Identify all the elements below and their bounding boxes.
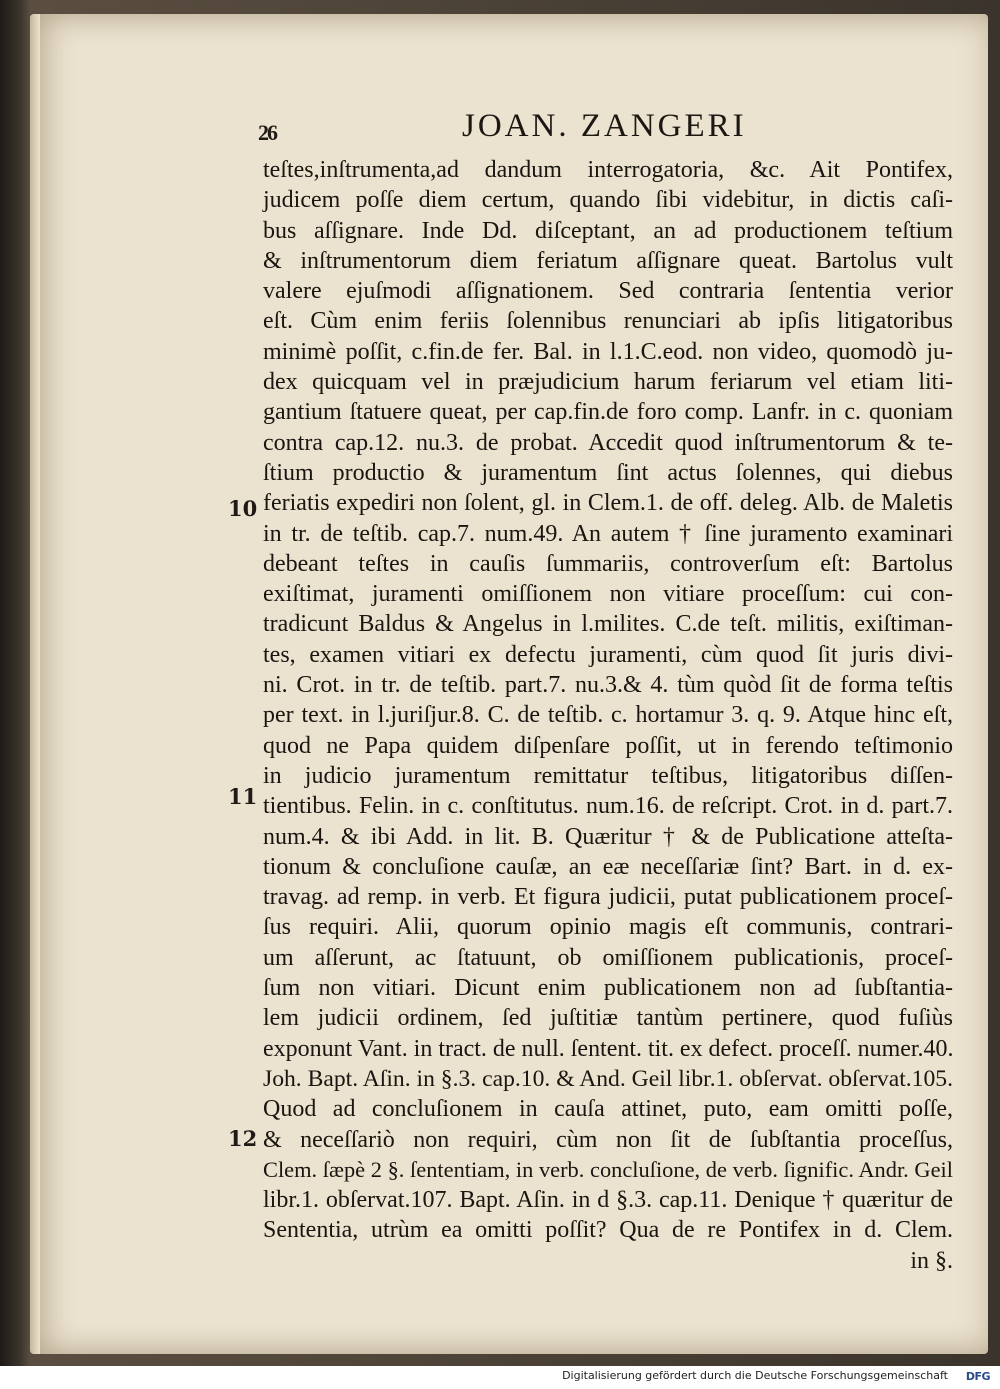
text-line: ſtium productio & juramentum ſint actus ſolennes, qui diebus xyxy=(263,459,953,486)
page-edge xyxy=(30,14,40,1354)
page-number: 26 xyxy=(258,120,276,145)
footer-bar xyxy=(0,1366,1000,1389)
text-line: tionum & concluſione cauſæ, an eæ neceſſariæ ſint? Bart. in d. ex- xyxy=(263,853,953,880)
text-line: um aſſerunt, ac ſtatuunt, ob omiſſionem publicationis, proceſ- xyxy=(263,944,953,971)
text-line: tradicunt Baldus & Angelus in l.milites. C.de teſt. militis, exiſtiman- xyxy=(263,611,953,638)
text-line: & neceſſariò non requiri, cùm non ſit de ſubſtantia proceſſus, xyxy=(263,1126,953,1153)
text-line: dex quicquam vel in præjudicium harum feriarum vel etiam liti- xyxy=(263,369,953,396)
funding-credit: Digitalisierung gefördert durch die Deutsche Forschungsgemeinschaft xyxy=(562,1369,948,1382)
text-line: ni. Crot. in tr. de teſtib. part.7. nu.3.& 4. tùm quòd ſit de forma teſtis xyxy=(263,672,953,699)
text-line: exponunt Vant. in tract. de null. ſentent. tit. ex defect. proceſſ. numer.40. xyxy=(263,1035,954,1062)
text-line: num.4. & ibi Add. in lit. B. Quæritur † & de Publicatione atteſta- xyxy=(263,823,953,850)
text-line: & inſtrumentorum diem feriatum aſſignare queat. Bartolus vult xyxy=(263,247,953,274)
body-text xyxy=(263,155,953,1276)
text-line: feriatis expediri non ſolent, gl. in Clem.1. de off. deleg. Alb. de Maletis xyxy=(263,490,953,517)
text-line: per text. in l.juriſjur.8. C. de teſtib. c. hortamur 3. q. 9. Atque hinc eſt, xyxy=(263,702,953,729)
text-line: in judicio juramentum remittatur teſtibus, litigatoribus diſſen- xyxy=(263,762,953,789)
text-line: tientibus. Felin. in c. conſtitutus. num.16. de reſcript. Crot. in d. part.7. xyxy=(263,793,953,820)
text-line: quod ne Papa quidem diſpenſare poſſit, ut in ferendo teſtimonio xyxy=(263,732,953,759)
text-line: Clem. ſæpè 2 §. ſententiam, in verb. concluſione, de verb. ſignific. Andr. Geil xyxy=(263,1156,953,1182)
text-line: libr.1. obſervat.107. Bapt. Aſin. in d §.3. cap.11. Denique † quæritur de xyxy=(263,1187,953,1214)
text-line: tes, examen vitiari ex defectu juramenti, cùm quod ſit juris divi- xyxy=(263,641,953,668)
margin-number: 11 xyxy=(228,784,258,809)
text-line: Joh. Bapt. Aſin. in §.3. cap.10. & And. Geil libr.1. obſervat. obſervat.105. xyxy=(263,1065,953,1092)
dfg-logo: DFG xyxy=(965,1370,990,1383)
text-line: in §. xyxy=(910,1247,953,1274)
text-line: exiſtimat, juramenti omiſſionem non vitiare proceſſum: cui con- xyxy=(263,581,953,608)
text-line: judicem poſſe diem certum, quando ſibi videbitur, in dictis caſi- xyxy=(263,187,953,214)
text-line: travag. ad remp. in verb. Et figura judicii, putat publicationem proceſ- xyxy=(263,884,953,911)
text-line: lem judicii ordinem, ſed juſtitiæ tantùm pertinere, quod fuſiùs xyxy=(263,1005,953,1032)
margin-number: 12 xyxy=(228,1126,258,1151)
margin-number: 10 xyxy=(228,496,258,521)
text-line: contra cap.12. nu.3. de probat. Accedit quod inſtrumentorum & te- xyxy=(263,429,953,456)
text-line: ſum non vitiari. Dicunt enim publicationem non ad ſubſtantia- xyxy=(263,975,953,1002)
text-line: ſus requiri. Alii, quorum opinio magis eſt communis, contrari- xyxy=(263,914,953,941)
text-line: minimè poſſit, c.fin.de fer. Bal. in l.1.C.eod. non video, quomodò ju- xyxy=(263,338,953,365)
text-line: debeant teſtes in cauſis ſummariis, controverſum eſt: Bartolus xyxy=(263,550,953,577)
running-head: JOAN. ZANGERI xyxy=(462,108,747,144)
text-line: bus aſſignare. Inde Dd. diſceptant, an ad productionem teſtium xyxy=(263,217,953,244)
text-line: Quod ad concluſionem in cauſa attinet, puto, eam omitti poſſe, xyxy=(263,1096,953,1123)
text-line: in tr. de teſtib. cap.7. num.49. An autem † ſine juramento examinari xyxy=(263,520,953,547)
text-line: valere ejuſmodi aſſignationem. Sed contraria ſententia verior xyxy=(263,278,953,305)
page-header xyxy=(0,106,1000,146)
text-line: Sententia, utrùm ea omitti poſſit? Qua de re Pontifex in d. Clem. xyxy=(263,1217,953,1244)
text-line: teſtes,inſtrumenta,ad dandum interrogatoria, &c. Ait Pontifex, xyxy=(263,157,953,183)
text-line: eſt. Cùm enim feriis ſolennibus renunciari ab ipſis litigatoribus xyxy=(263,308,953,335)
text-line: gantium ſtatuere queat, per cap.fin.de foro comp. Lanfr. in c. quoniam xyxy=(263,399,953,426)
